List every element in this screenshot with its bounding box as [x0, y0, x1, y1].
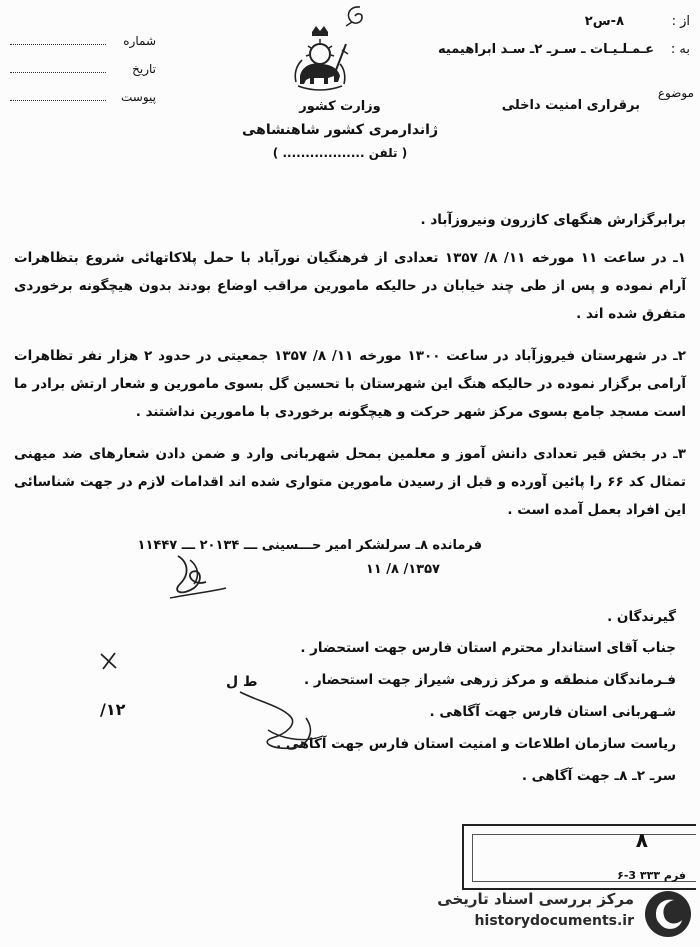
- date-field-line: [10, 58, 106, 73]
- lion-and-sun-emblem-icon: [288, 24, 352, 94]
- from-value: ۸-س۲: [584, 14, 624, 29]
- handwritten-scribble-icon: [220, 672, 330, 762]
- recipient-item: جناب آقای استاندار محترم استان فارس جهت استحضار .: [300, 640, 676, 656]
- number-field-line: [10, 30, 106, 45]
- ministry-phone: ( تلفن .................. ): [272, 146, 408, 160]
- attachment-label: پیوست: [121, 90, 156, 104]
- body-intro: برابرگزارش هنگهای کازرون ونیروزآباد .: [420, 212, 686, 228]
- from-label: از :: [671, 14, 690, 29]
- date-row: [6, 58, 156, 86]
- recipient-item: ریاست سازمان اطلاعات و امنیت استان فارس جهت آگاهی .: [276, 736, 676, 752]
- margin-number: ۱۲/: [100, 700, 126, 719]
- watermark-persian: مرکز بررسی اسناد تاریخی: [437, 890, 634, 908]
- to-value: عـمـلـیـات ـ سـرـ ۲ـ سـد ابراهیمیه: [438, 42, 654, 57]
- recipient-item: شـهربانی استان فارس جهت آگاهی .: [429, 704, 676, 720]
- recipients-list: [116, 602, 676, 792]
- from-row: [430, 14, 690, 42]
- attachment-field-line: [10, 86, 106, 101]
- number-row: [6, 30, 156, 58]
- watermark-english: historydocuments.ir: [474, 913, 634, 929]
- number-label: شماره: [123, 34, 156, 48]
- recipient-item: فـرماندگان منطقه و مرکز زرهی شیراز جهت استحضار .: [303, 672, 676, 688]
- to-row: [430, 42, 690, 70]
- stamp-form-code: ۶-3 ۳۳۳ فرم: [617, 869, 686, 882]
- body-paragraph-3: ۳ـ در بخش قیر تعدادی دانش آموز و معلمین بمحل شهربانی وارد و ضمن دادن شعارهای ضد میهنی تمثال کد ۶۶ را پائین آورده و قبل از رسیدن مامورین متواری شده اند اقدامات لازم در جهت شناسائی این افراد بعمل آمده است .: [14, 446, 686, 518]
- ministry-line-1: وزارت کشور: [299, 99, 381, 114]
- signature-line: فرمانده ۸ـ سرلشکر امیر حـــسینی ـــ ۲۰۱۳۴ ـــ ۱۱۴۴۷: [137, 538, 482, 553]
- watermark: [364, 888, 634, 932]
- body-paragraph-1: ۱ـ در ساعت ۱۱ مورخه ۱۱/ ۸/ ۱۳۵۷ تعدادی از فرهنگیان نورآباد با حمل پلاکاتهائی شروع بتظاهرات آرام نموده و پس از طی چند خیابان در حالیکه مامورین مراقب اوضاع بودند بدون هیچگونه برخوردی متفرق شده اند .: [14, 250, 686, 322]
- letter-body: [14, 206, 686, 538]
- registration-stamp: [462, 824, 696, 890]
- recipients-title: گیرندگان .: [607, 609, 676, 625]
- handwritten-signature-icon: [160, 548, 240, 602]
- recipient-item: سرـ ۲ـ ۸ـ جهت آگاهی .: [521, 768, 676, 784]
- cross-mark-icon: [98, 650, 120, 672]
- stamp-number: ۸: [635, 828, 648, 852]
- body-paragraph-2: ۲ـ در شهرستان فیروزآباد در ساعت ۱۳۰۰ مورخه ۱۱/ ۸/ ۱۳۵۷ جمعیتی در حدود ۲ هزار نفر تظاهرات آرامی برگزار نموده در حالیکه هنگ این شهرستان با تحسین گل بسوی مامورین و شعار ارتش برادر ما است مسجد جامع بسوی مرکز شهر حرکت و هیچگونه برخوردی با مامورین نداشتند .: [14, 348, 686, 420]
- signature-date: ۱۳۵۷/ ۸/ ۱۱: [365, 562, 440, 577]
- subject-label: موضوع: [657, 86, 694, 100]
- ministry-heading: [220, 96, 460, 164]
- handwritten-initials: ط ل: [226, 674, 258, 690]
- to-label: به :: [670, 42, 690, 57]
- header-reference: [6, 30, 156, 114]
- header-routing: [430, 14, 690, 70]
- date-label: تاریخ: [132, 62, 156, 76]
- subject-value: برقراری امنیت داخلی: [501, 98, 640, 113]
- attachment-row: [6, 86, 156, 114]
- ministry-line-2: ژاندارمری کشور شاهنشاهی: [241, 122, 439, 138]
- archive-logo-icon: [642, 888, 694, 940]
